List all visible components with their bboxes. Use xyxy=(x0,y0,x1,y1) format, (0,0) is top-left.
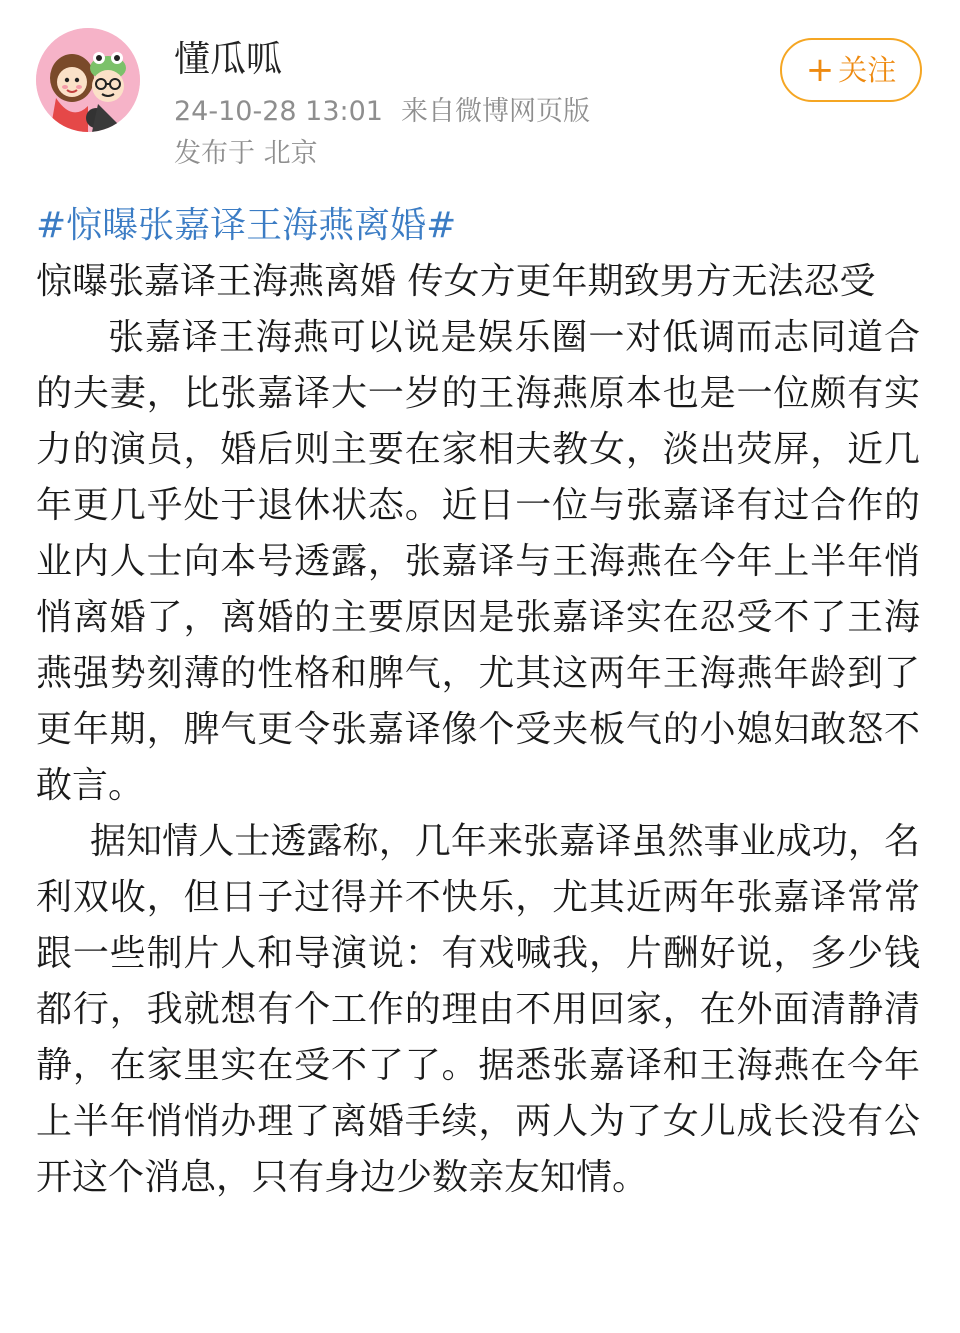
post-paragraph-1: 张嘉译王海燕可以说是娱乐圈一对低调而志同道合的夫妻，比张嘉译大一岁的王海燕原本也是一位颇有实力的演员，婚后则主要在家相夫教女，淡出荧屏，近几年更几乎处于退休状态。近日一位与张嘉译有过合作的业内人士向本号透露，张嘉译与王海燕在今年上半年悄悄离婚了，离婚的主要原因是张嘉译实在忍受不了王海燕强势刻薄的性格和脾气，尤其这两年王海燕年龄到了更年期，脾气更令张嘉译像个受夹板气的小媳妇敢怒不敢言。 xyxy=(36,317,920,806)
cartoon-couple-avatar-icon xyxy=(36,28,140,132)
post-title: 惊曝张嘉译王海燕离婚 传女方更年期致男方无法忍受 xyxy=(36,261,876,302)
post-meta xyxy=(174,94,590,130)
hashtag-link[interactable]: #惊曝张嘉译王海燕离婚# xyxy=(36,205,457,246)
post-paragraph-2: 据知情人士透露称，几年来张嘉译虽然事业成功，名利双收，但日子过得并不快乐，尤其近两年张嘉译常常跟一些制片人和导演说：有戏喊我，片酬好说，多少钱都行，我就想有个工作的理由不用回家，在外面清静清静，在家里实在受不了了。据悉张嘉译和王海燕在今年上半年悄悄办理了离婚手续，两人为了女儿成长没有公开这个消息，只有身边少数亲友知情。 xyxy=(36,821,920,1198)
plus-icon: + xyxy=(805,50,835,90)
post-source: 来自微博网页版 xyxy=(400,96,590,127)
timestamp[interactable]: 24-10-28 13:01 xyxy=(174,96,383,127)
username[interactable]: 懂瓜呱 xyxy=(174,39,283,80)
avatar[interactable] xyxy=(36,28,140,132)
post-location: 发布于 北京 xyxy=(174,138,318,169)
post-content xyxy=(36,198,920,1206)
follow-label: 关注 xyxy=(838,53,897,87)
follow-button[interactable] xyxy=(780,38,922,102)
